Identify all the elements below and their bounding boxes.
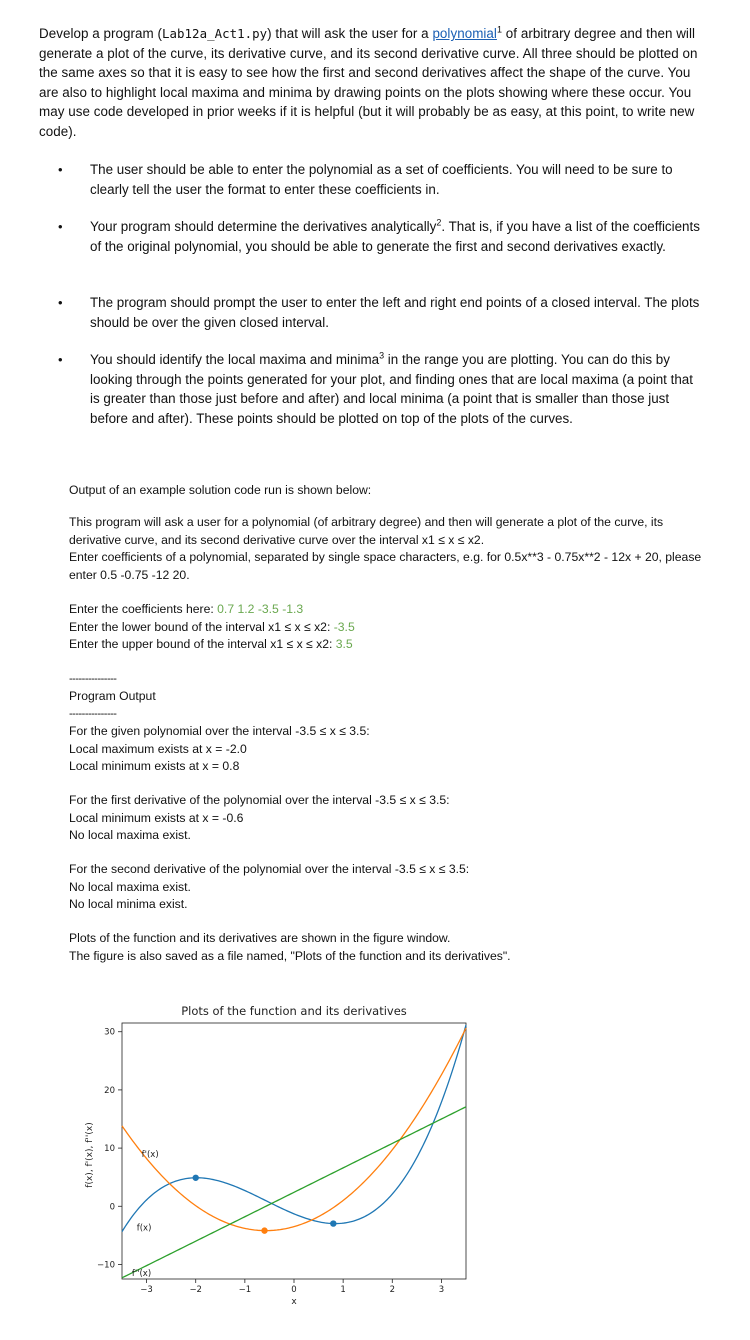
plot-frame	[122, 1023, 466, 1279]
f-curve-line	[122, 1025, 466, 1232]
footnote-1-marker: 1	[496, 24, 503, 35]
bullet-text: . That is, if you have a list of the coefficients of the original polynomial, you should be able to generate the first and second derivatives exactly.	[90, 219, 700, 254]
footnote-2-marker: 2	[436, 217, 442, 228]
x-tick-label: 3	[438, 1285, 445, 1295]
plots-note-line: The figure is also saved as a file named, "Plots of the function and its derivatives".	[69, 948, 511, 963]
result-line: Local maximum exists at x = -2.0	[69, 741, 247, 756]
second-derivative-line	[122, 1107, 466, 1278]
label-second-derivative: f''(x)	[131, 1269, 152, 1280]
result-heading: For the second derivative of the polynomial over the interval -3.5 ≤ x ≤ 3.5:	[69, 862, 470, 876]
bullet-coefficients	[58, 160, 702, 199]
result-line: No local minima exist.	[69, 897, 188, 912]
input-prompts	[69, 601, 709, 654]
result-line: Local minimum exists at x = 0.8	[69, 759, 240, 774]
x-tick-label: 2	[389, 1285, 395, 1295]
first-derivative-line	[122, 1028, 466, 1231]
bullet-dot-icon: •	[58, 219, 63, 234]
intro-text-a: Develop a program (	[39, 26, 163, 41]
x-tick-label: 0	[291, 1285, 297, 1295]
description-line-2: Enter coefficients of a polynomial, separated by single space characters, e.g. for 0.5x**3 - 0.75x**2 - 12x + 20, please enter 0.5 -0.75 -12 20.	[69, 550, 702, 582]
result-heading: For the given polynomial over the interval -3.5 ≤ x ≤ 3.5:	[69, 724, 370, 738]
bullet-text: You should identify the local maxima and minima	[90, 352, 380, 367]
intro-text-c: of arbitrary degree and then will generate a plot of the curve, its derivative curve, and its second derivative curve. All three should be plotted on the same axes so that it is easy to see how the first and second derivatives affect the shape of the curve. You are also to highlight local maxima and minima by drawing points on the plots showing where these occur. You may use code developed in prior weeks if it is helpful (but it will probably be as easy, at this point, to write new code).	[39, 26, 698, 139]
bullet-dot-icon: •	[58, 295, 63, 310]
result-line: Local minimum exists at x = -0.6	[69, 810, 244, 825]
y-tick-label: 0	[109, 1202, 115, 1213]
y-tick-label: 30	[104, 1027, 115, 1038]
program-filename: Lab12a_Act1.py	[162, 26, 268, 41]
result-line: No local maxima exist.	[69, 828, 191, 843]
extremum-point	[330, 1220, 336, 1226]
x-tick-label: −2	[189, 1285, 202, 1295]
y-axis-label: f(x), f'(x), f''(x)	[85, 1122, 95, 1188]
x-tick-label: −3	[140, 1285, 153, 1295]
footnote-3-marker: 3	[379, 350, 385, 361]
x-tick-label: 1	[340, 1285, 346, 1295]
polynomial-link[interactable]: polynomial	[432, 26, 497, 41]
bullet-derivatives	[58, 217, 702, 256]
program-output-label: Program Output	[69, 689, 156, 703]
second-derivative-results	[69, 861, 709, 914]
intro-paragraph	[39, 24, 711, 142]
lower-bound-prompt	[69, 619, 709, 637]
coefficients-prompt	[69, 601, 709, 619]
coefficients-input: 0.7 1.2 -3.5 -1.3	[217, 602, 304, 616]
extremum-point	[193, 1175, 199, 1181]
upper-bound-input: 3.5	[335, 637, 353, 652]
intro-text-b: ) that will ask the user for a	[267, 26, 433, 41]
given-polynomial-results	[69, 723, 709, 776]
first-derivative-results	[69, 792, 709, 845]
output-heading: Output of an example solution code run is shown below:	[69, 483, 372, 497]
label-first-derivative: f'(x)	[141, 1149, 159, 1160]
separator-top: ---------------	[69, 673, 117, 685]
plots-note-line: Plots of the function and its derivatives are shown in the figure window.	[69, 931, 451, 945]
separator-bottom: ---------------	[69, 708, 117, 720]
bullet-dot-icon: •	[58, 352, 63, 367]
upper-bound-prompt	[69, 636, 709, 654]
bullet-text: The user should be able to enter the polynomial as a set of coefficients. You will need to be sure to clearly tell the user the format to enter these coefficients in.	[90, 162, 673, 197]
prompt-label: Enter the upper bound of the interval x1 ≤ x ≤ x2:	[69, 637, 336, 652]
prompt-label: Enter the lower bound of the interval x1 ≤ x ≤ x2:	[69, 619, 334, 634]
prompt-label: Enter the coefficients here:	[69, 602, 218, 616]
chart-title: Plots of the function and its derivatives	[181, 1004, 407, 1018]
bullet-text: in the range you are plotting. You can do this by looking through the points generated for your plot, and finding ones that are local maxima (a point that is greater than those just before and after) and local minima (a point that is smaller than those just before and after). These points should be plotted on top of the plots of the curves.	[90, 352, 693, 426]
derivatives-chart	[70, 995, 480, 1315]
output-description	[69, 514, 709, 584]
bullet-dot-icon: •	[58, 162, 63, 177]
lower-bound-input: -3.5	[333, 619, 355, 634]
plots-note	[69, 930, 709, 965]
x-axis-label: x	[291, 1297, 297, 1307]
y-tick-label: 10	[104, 1144, 115, 1155]
bullet-extrema	[58, 350, 702, 428]
x-tick-label: −1	[238, 1285, 252, 1295]
result-line: No local maxima exist.	[69, 879, 191, 894]
bullet-text: Your program should determine the derivatives analytically	[90, 219, 437, 234]
bullet-text: The program should prompt the user to enter the left and right end points of a closed interval. The plots should be over the given closed interval.	[90, 295, 700, 330]
y-tick-label: −10	[97, 1260, 115, 1271]
description-line-1: This program will ask a user for a polynomial (of arbitrary degree) and then will generate a plot of the curve, its derivative curve, and its second derivative curve over the interval x1 ≤ x ≤ x2.	[69, 515, 664, 547]
extremum-point	[261, 1227, 267, 1233]
bullet-interval	[58, 293, 702, 332]
label-f: f(x)	[136, 1223, 152, 1234]
result-heading: For the first derivative of the polynomial over the interval -3.5 ≤ x ≤ 3.5:	[69, 793, 450, 807]
y-tick-label: 20	[104, 1085, 115, 1096]
